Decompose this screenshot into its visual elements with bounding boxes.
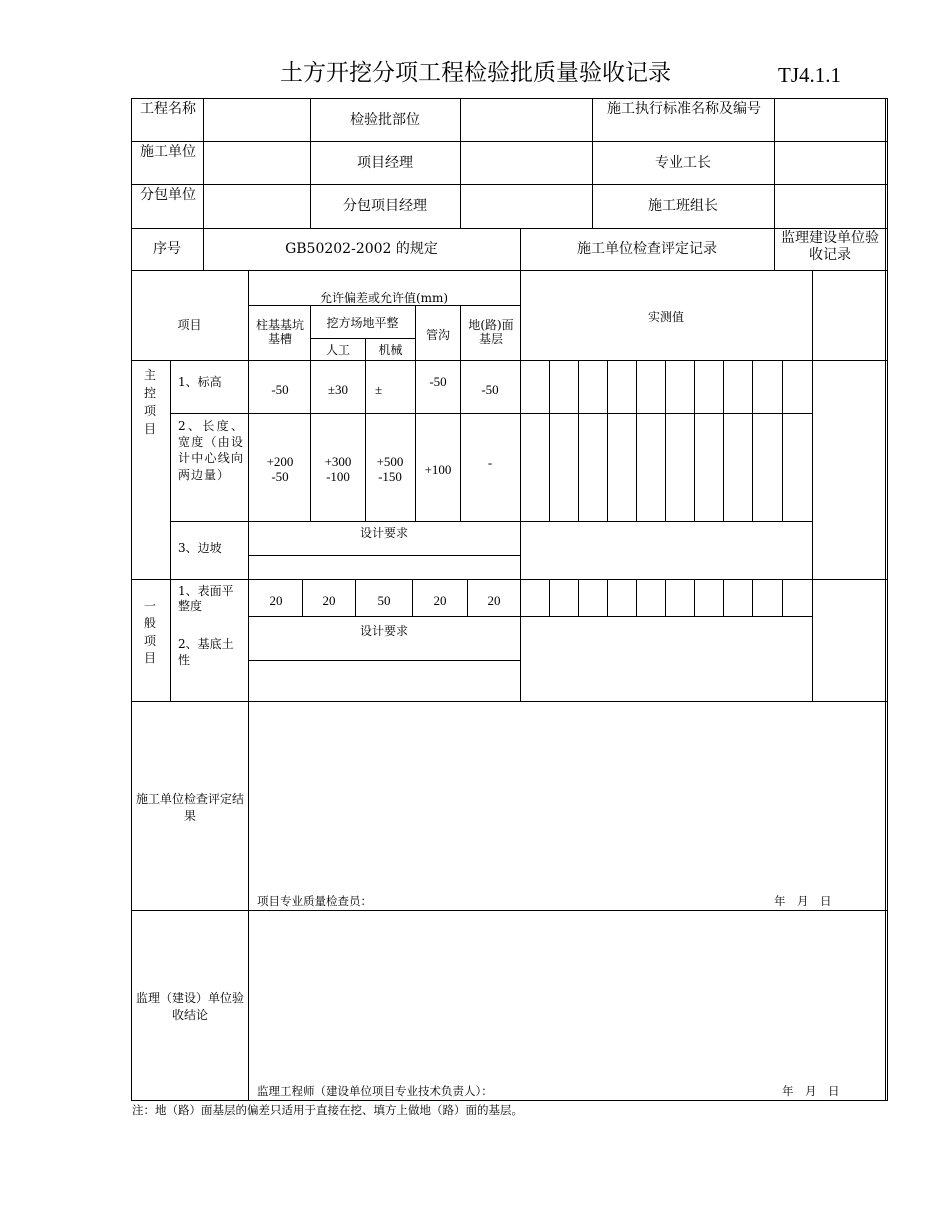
- row-flatness-value-2: 20: [322, 593, 336, 608]
- row-length-machine: +500 -150: [376, 454, 404, 484]
- row-elevation-manual: ±30: [327, 382, 349, 397]
- supervisor-date: 年 月 日: [782, 1084, 840, 1098]
- row-length-road: -: [487, 455, 493, 470]
- standard-label: 施工执行标准名称及编号: [607, 101, 761, 117]
- row-elevation-machine: ±: [375, 382, 383, 397]
- row-flatness-name: 1、表面平整度: [178, 584, 234, 613]
- pit-column: 柱基基坑基槽: [255, 318, 304, 347]
- sub-manager-label: 分包项目经理: [343, 198, 427, 214]
- row-elevation-road: -50: [481, 382, 499, 397]
- row-soil-name: 2、基底土性: [178, 637, 234, 668]
- machine-column: 机械: [378, 343, 403, 357]
- row-flatness-value-4: 20: [433, 593, 447, 608]
- contractor-result-label: 施工单位检查评定结果: [136, 792, 245, 823]
- contractor-signer: 项目专业质量检查员：: [257, 894, 372, 908]
- project-name-label: 工程名称: [140, 101, 196, 117]
- row-length-pit: +200 -50: [266, 454, 294, 484]
- document-title: 土方开挖分项工程检验批质量验收记录: [280, 60, 671, 86]
- document-code: TJ4.1.1: [778, 63, 841, 87]
- project-manager-label: 项目经理: [357, 155, 413, 171]
- contractor-date: 年 月 日: [774, 894, 832, 908]
- contractor-label: 施工单位: [140, 144, 196, 160]
- row-slope-name: 3、边坡: [178, 541, 222, 555]
- tolerance-label: 允许偏差或允许值(mm): [319, 291, 449, 305]
- supervisor-signer: 监理工程师（建设单位项目专业技术负责人）：: [257, 1084, 493, 1098]
- spec-label: GB50202-2002 的规定: [285, 241, 438, 257]
- row-length-trench: +100: [424, 462, 452, 477]
- team-leader-label: 施工班组长: [648, 198, 718, 214]
- measured-column: 实测值: [647, 310, 684, 324]
- supervisor-record-label: 监理建设单位验收记录: [781, 230, 879, 263]
- general-label: 一般项目: [143, 599, 156, 666]
- contractor-record-label: 施工单位检查评定记录: [577, 241, 717, 257]
- pipe-trench-column: 管沟: [425, 328, 450, 342]
- item-label: 项目: [177, 318, 202, 332]
- row-length-manual: +300 -100: [324, 454, 352, 484]
- row-flatness-value-3: 50: [377, 593, 391, 608]
- row-flatness-value-5: 20: [487, 593, 501, 608]
- row-soil-requirement: 设计要求: [359, 624, 408, 638]
- row-length-name: 2、长度、宽度（由设计中心线向两边量）: [178, 419, 244, 482]
- site-grading-column: 挖方场地平整: [326, 316, 399, 330]
- supervisor-result-label: 监理（建设）单位验收结论: [136, 991, 245, 1022]
- main-control-label: 主控项目: [143, 368, 156, 436]
- seq-label: 序号: [153, 241, 181, 257]
- road-base-column: 地(路)面基层: [468, 318, 514, 347]
- inspection-lot-label: 检验批部位: [350, 112, 420, 128]
- row-elevation-pit: -50: [271, 382, 289, 397]
- row-slope-requirement: 设计要求: [359, 526, 408, 540]
- foreman-label: 专业工长: [655, 155, 711, 171]
- manual-column: 人工: [325, 343, 350, 357]
- footnote: 注：地（路）面基层的偏差只适用于直接在挖、填方上做地（路）面的基层。: [132, 1103, 523, 1117]
- subcontractor-label: 分包单位: [140, 187, 196, 203]
- row-elevation-name: 1、标高: [178, 375, 222, 389]
- row-flatness-value-1: 20: [269, 593, 283, 608]
- row-elevation-trench: -50: [429, 374, 447, 389]
